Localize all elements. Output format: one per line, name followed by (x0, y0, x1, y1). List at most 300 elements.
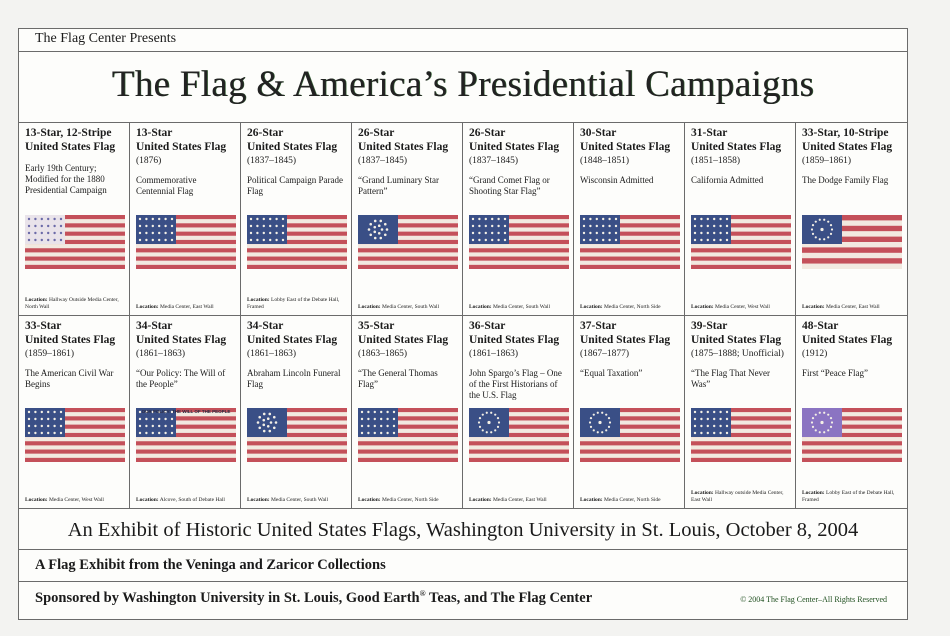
flag-star (819, 219, 821, 221)
flag-star (263, 218, 265, 220)
flag-star (820, 228, 823, 231)
flag-star (256, 218, 258, 220)
flag-star (504, 225, 506, 227)
flag-star (60, 218, 62, 220)
flag-years: (1861–1863) (136, 349, 186, 359)
flag-star (41, 239, 43, 241)
flag-star (386, 425, 388, 427)
sponsor-line (35, 589, 592, 607)
flag-star (472, 218, 474, 220)
flag-location (247, 497, 349, 504)
flag-star (164, 425, 166, 427)
flag-star (152, 225, 154, 227)
flag-star (269, 232, 271, 234)
flag-years: (1863–1865) (358, 349, 408, 359)
flag-star (478, 225, 480, 227)
flag-location (136, 497, 238, 504)
flag-star (823, 431, 825, 433)
flag-star (384, 223, 387, 226)
flag-stripe (136, 248, 236, 252)
flag-canton (247, 215, 287, 244)
flag-description: “Equal Taxation” (580, 368, 643, 378)
flag-card (796, 316, 907, 509)
location-value: Lobby East of the Debate Hall, Framed (802, 490, 895, 503)
location-label: Location: (691, 490, 714, 496)
flag-star (139, 418, 141, 420)
flag-stripe (25, 261, 125, 265)
flag-star (369, 223, 372, 226)
flag-star (596, 218, 598, 220)
flag-star (707, 432, 709, 434)
flag-star (53, 232, 55, 234)
flag-type: United States Flag (580, 141, 671, 153)
flag-star (275, 225, 277, 227)
flag-location (358, 497, 460, 504)
flag-stripe (691, 244, 791, 248)
flag-star-count: 26-Star (247, 127, 284, 139)
flag-star (139, 425, 141, 427)
flag-type: United States Flag (136, 334, 227, 346)
exhibit-line: An Exhibit of Historic United States Flags, Washington University in St. Louis, October 8, 2004 (67, 519, 859, 541)
flag-years: (1861–1863) (247, 349, 297, 359)
flag-star (28, 432, 30, 434)
flag-stripe (358, 441, 458, 445)
flag-description: John Spargo’s Flag – One of the First Historians of the U.S. Flag (469, 368, 562, 400)
flag-star (497, 239, 499, 241)
flag-star (597, 431, 599, 433)
flag-star (53, 225, 55, 227)
flag-star (596, 239, 598, 241)
flag-description: “Grand Luminary Star Pattern” (358, 175, 439, 196)
location-value: Media Center, South Wall (382, 304, 439, 310)
flag-star (482, 414, 484, 416)
flag-star (145, 418, 147, 420)
flag-star (60, 411, 62, 413)
flag-star (268, 413, 271, 416)
flag-star (590, 426, 592, 428)
flag-image (469, 215, 569, 269)
flag-canton (136, 215, 176, 244)
flag-canton (691, 408, 731, 437)
flag-stripe (469, 458, 569, 462)
flag-stripe (25, 454, 125, 458)
flag-star (34, 418, 36, 420)
flag-card (352, 123, 463, 316)
flag-star (485, 218, 487, 220)
flag-stripe (247, 441, 347, 445)
flag-card (463, 123, 574, 316)
flag-stripe (247, 252, 347, 256)
flag-star (152, 432, 154, 434)
flag-grid (19, 123, 907, 509)
flag-stripe (580, 244, 680, 248)
flag-star (28, 232, 30, 234)
flag-star (589, 232, 591, 234)
flag-star (164, 225, 166, 227)
flag-star (608, 417, 610, 419)
flag-star (608, 239, 610, 241)
flag-location (358, 304, 460, 311)
flag-stripe (469, 445, 569, 449)
flag-canton (469, 215, 509, 244)
flag-star (605, 414, 607, 416)
flag-star-count: 31-Star (691, 127, 728, 139)
flag-star (269, 218, 271, 220)
flag-star (479, 426, 481, 428)
flag-star (393, 432, 395, 434)
flag-star (700, 425, 702, 427)
flag-star (393, 411, 395, 413)
flag-star (819, 412, 821, 414)
flag-star (497, 218, 499, 220)
flag-star (719, 425, 721, 427)
location-label: Location: (136, 497, 159, 503)
flag-star (152, 232, 154, 234)
sponsor-text: Sponsored by Washington University in St. Louis, Good Earth (35, 589, 420, 606)
flag-type: United States Flag (802, 141, 893, 153)
flag-type: United States Flag (469, 141, 560, 153)
flag-star (378, 232, 381, 235)
flag-star (812, 224, 814, 226)
flag-star (485, 225, 487, 227)
flag-star (815, 429, 817, 431)
flag-star (139, 239, 141, 241)
flag-card (130, 123, 241, 316)
flag-star (268, 430, 271, 433)
flag-star-count: 39-Star (691, 320, 728, 332)
flag-star (830, 426, 832, 428)
flag-stripe (247, 248, 347, 252)
sponsor-text-end: Teas, and The Flag Center (425, 589, 593, 606)
flag-stripe (247, 257, 347, 261)
flag-stripe (136, 265, 236, 269)
flag-stripe (580, 252, 680, 256)
flag-star (589, 239, 591, 241)
flag-stripe (247, 261, 347, 265)
flag-canton (25, 215, 65, 244)
flag-stripe (136, 454, 236, 458)
flag-stripe (136, 257, 236, 261)
flag-stripe (580, 458, 680, 462)
flag-description: First “Peace Flag” (802, 368, 868, 378)
flag-star (694, 218, 696, 220)
flag-stripe (802, 264, 902, 269)
flag-stripe (469, 257, 569, 261)
flag-star (60, 225, 62, 227)
flag-stripe (358, 261, 458, 265)
flag-description: Early 19th Century; Modified for the 1880 Presidential Campaign (25, 163, 107, 195)
flag-star (478, 421, 480, 423)
flag-canton (25, 408, 65, 437)
flag-star (34, 232, 36, 234)
flag-stripe (25, 445, 125, 449)
flag-star (472, 239, 474, 241)
flag-star (823, 238, 825, 240)
flag-stripe (802, 441, 902, 445)
flag-star (158, 432, 160, 434)
flag-star (34, 225, 36, 227)
flag-location (136, 304, 238, 311)
flag-stripe (247, 450, 347, 454)
flag-stripe (25, 252, 125, 256)
flag-stripe (691, 252, 791, 256)
location-label: Location: (691, 304, 714, 310)
flag-star (28, 418, 30, 420)
flag-star (256, 239, 258, 241)
flag-stripe (691, 257, 791, 261)
flag-canton (691, 215, 731, 244)
flag-canton (580, 215, 620, 244)
flag-star (164, 232, 166, 234)
flag-years: (1851–1858) (691, 156, 741, 166)
flag-type: United States Flag (691, 334, 782, 346)
flag-star (812, 233, 814, 235)
flag-stripe (691, 454, 791, 458)
flag-stripe (580, 454, 680, 458)
flag-card (241, 316, 352, 509)
flag-star (47, 232, 49, 234)
flag-years: (1837–1845) (358, 156, 408, 166)
flag-star (282, 239, 284, 241)
flag-card (352, 316, 463, 509)
flag-star (602, 225, 604, 227)
flag-image (136, 408, 236, 462)
flag-location (25, 497, 127, 504)
flag-stripe (691, 450, 791, 454)
flag-stripe (802, 247, 902, 253)
flag-stripe (802, 458, 902, 462)
flag-star (53, 425, 55, 427)
flag-type: United States Flag (358, 334, 449, 346)
flag-star (609, 421, 611, 423)
flag-stripe (580, 437, 680, 441)
flag-type: United States Flag (358, 141, 449, 153)
flag-description: Abraham Lincoln Funeral Flag (247, 368, 341, 389)
location-value: Media Center, South Wall (493, 304, 550, 310)
flag-star (379, 237, 382, 240)
flag-star (384, 233, 387, 236)
flag-star (490, 431, 492, 433)
flag-star (53, 218, 55, 220)
flag-star (479, 417, 481, 419)
flag-stripe (247, 265, 347, 269)
flag-star (719, 218, 721, 220)
flag-star (830, 233, 832, 235)
flag-stripe (469, 261, 569, 265)
flag-star (602, 232, 604, 234)
flag-star (374, 418, 376, 420)
flag-star (368, 228, 371, 231)
flag-star (583, 225, 585, 227)
flag-stripe (691, 437, 791, 441)
flag-star (700, 418, 702, 420)
flag-description: Wisconsin Admitted (580, 175, 654, 185)
flag-star (34, 425, 36, 427)
flag-star (494, 429, 496, 431)
flag-star (707, 418, 709, 420)
flag-star (694, 418, 696, 420)
flag-star (726, 418, 728, 420)
flag-star (583, 239, 585, 241)
flag-star (374, 425, 376, 427)
flag-star-count: 26-Star (358, 127, 395, 139)
flag-star (139, 225, 141, 227)
flag-stripe (469, 450, 569, 454)
flag-stripe (136, 445, 236, 449)
flag-stripe (136, 441, 236, 445)
flag-stripe (358, 437, 458, 441)
flag-star (819, 238, 821, 240)
flag-star (615, 225, 617, 227)
flag-star (815, 236, 817, 238)
flag-star (596, 232, 598, 234)
flag-star (164, 239, 166, 241)
flag-location (580, 497, 682, 504)
flag-star (726, 432, 728, 434)
flag-stripe (469, 454, 569, 458)
flag-location (802, 490, 904, 504)
flag-star (598, 421, 601, 424)
flag-image (247, 408, 347, 462)
flag-star (145, 232, 147, 234)
flag-star (713, 411, 715, 413)
flag-star (361, 411, 363, 413)
flag-stripe (802, 437, 902, 441)
flag-star (707, 225, 709, 227)
flag-star (282, 225, 284, 227)
flag-type: United States Flag (469, 334, 560, 346)
flag-star (361, 432, 363, 434)
flag-card (796, 123, 907, 316)
flag-star (361, 418, 363, 420)
location-value: Hallway Outside Media Center, North Wall (25, 297, 119, 310)
flag-star (380, 418, 382, 420)
location-label: Location: (358, 497, 381, 503)
flag-star (694, 232, 696, 234)
flag-star-count: 37-Star (580, 320, 617, 332)
flag-image (25, 408, 125, 462)
flag-star (830, 417, 832, 419)
flag-star (823, 219, 825, 221)
flag-card (241, 123, 352, 316)
flag-star (34, 411, 36, 413)
flag-image (691, 408, 791, 462)
location-label: Location: (247, 497, 270, 503)
flag-star (256, 232, 258, 234)
flag-stripe (25, 437, 125, 441)
flag-star-count: 26-Star (469, 127, 506, 139)
flag-stripe (691, 445, 791, 449)
location-label: Location: (136, 304, 159, 310)
flag-star (250, 225, 252, 227)
flag-star (583, 218, 585, 220)
flag-star (485, 232, 487, 234)
flag-description: Commemorative Centennial Flag (136, 175, 197, 196)
flag-star (694, 411, 696, 413)
location-label: Location: (802, 490, 825, 496)
flag-star (589, 421, 591, 423)
flag-star (158, 218, 160, 220)
flag-star (380, 425, 382, 427)
flag-star (497, 232, 499, 234)
flag-star (827, 429, 829, 431)
flag-star (589, 218, 591, 220)
flag-star (719, 239, 721, 241)
flag-star (486, 431, 488, 433)
flag-type: United States Flag (25, 334, 116, 346)
flag-star (504, 232, 506, 234)
flag-star (145, 425, 147, 427)
location-label: Location: (802, 304, 825, 310)
flag-star (47, 225, 49, 227)
flag-star (164, 218, 166, 220)
flag-stripe (580, 261, 680, 265)
flag-star (707, 232, 709, 234)
flag-years: (1859–1861) (25, 349, 75, 359)
flag-star (700, 432, 702, 434)
flag-stripe (25, 458, 125, 462)
flag-star (380, 432, 382, 434)
flag-years: (1861–1863) (469, 349, 519, 359)
flag-stripe (469, 252, 569, 256)
flag-star (713, 225, 715, 227)
flag-star (602, 239, 604, 241)
flag-card (685, 316, 796, 509)
flag-star (615, 232, 617, 234)
flag-description: The Dodge Family Flag (802, 175, 889, 185)
flag-star (139, 232, 141, 234)
flag-star (263, 413, 266, 416)
location-value: Media Center, North Side (604, 304, 661, 310)
flag-star (34, 218, 36, 220)
flag-star (726, 218, 728, 220)
flag-star (726, 225, 728, 227)
flag-card (574, 316, 685, 509)
flag-star (583, 232, 585, 234)
flag-stripe (136, 261, 236, 265)
location-label: Location: (469, 304, 492, 310)
flag-star (386, 418, 388, 420)
flag-stripe (469, 248, 569, 252)
flag-years: (1837–1845) (469, 156, 519, 166)
flag-star (258, 426, 261, 429)
location-value: Media Center, East Wall (493, 497, 547, 503)
flag-location (247, 297, 349, 311)
flag-star (41, 432, 43, 434)
flag-stripe (25, 244, 125, 248)
flag-star (145, 225, 147, 227)
flag-star (380, 411, 382, 413)
location-value: Media Center, West Wall (715, 304, 770, 310)
flag-star (472, 232, 474, 234)
flag-star (386, 228, 389, 231)
flag-star (152, 418, 154, 420)
location-label: Location: (25, 497, 48, 503)
flag-years: (1859–1861) (802, 156, 852, 166)
location-value: Media Center, East Wall (826, 304, 880, 310)
flag-stripe (580, 257, 680, 261)
location-label: Location: (469, 497, 492, 503)
flag-star (158, 232, 160, 234)
flag-star (47, 432, 49, 434)
flag-star (158, 225, 160, 227)
location-label: Location: (358, 304, 381, 310)
flag-star (273, 416, 276, 419)
flag-location (802, 304, 904, 311)
flag-star (811, 228, 813, 230)
flag-star (164, 432, 166, 434)
flag-description: “Our Policy: The Will of the People” (136, 368, 226, 389)
